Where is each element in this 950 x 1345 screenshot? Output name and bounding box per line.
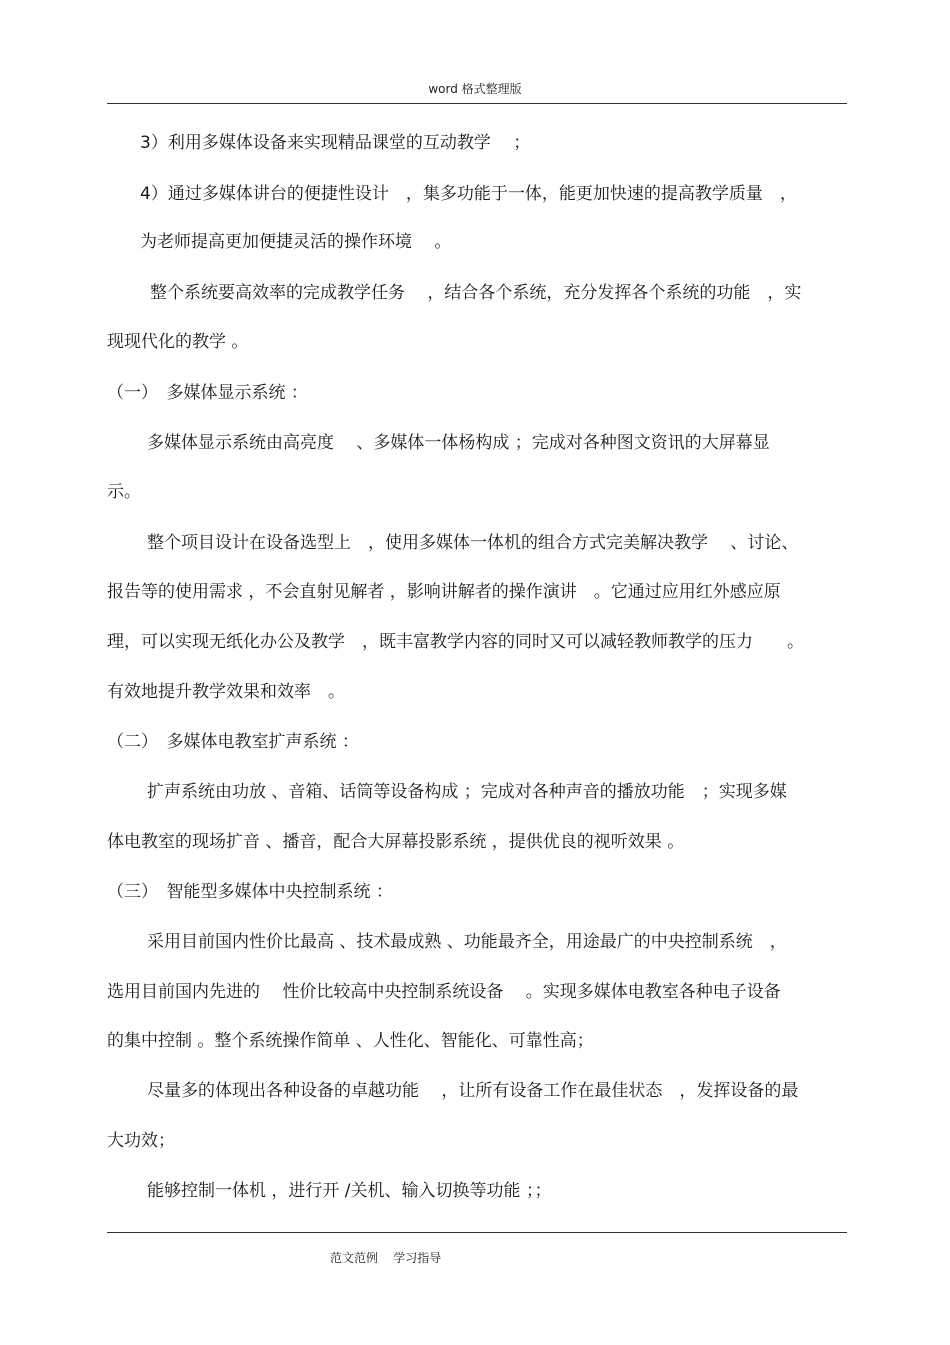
section-heading: （一） 多媒体显示系统 ： (107, 383, 308, 403)
section-heading: （三） 智能型多媒体中央控制系统 ： (107, 882, 393, 902)
text-line: 的集中控制 。整个系统操作简单 、人性化、智能化、可靠性高； (107, 1031, 594, 1051)
text-line: 理，可以实现无纸化办公及教学 ，既丰富教学内容的同时又可以减轻教师教学的压力 。 (107, 632, 804, 652)
text-line: 多媒体显示系统由高亮度 、多媒体一体杨构成 ；完成对各种图文资讯的大屏幕显 (147, 433, 770, 453)
text-line: 示。 (107, 482, 141, 502)
text-line: 4）通过多媒体讲台的便捷性设计 ，集多功能于一体，能更加快速的提高教学质量 ， (140, 184, 797, 204)
text-line: 整个项目设计在设备选型上 ，使用多媒体一体机的组合方式完美解决教学 、讨论、 (147, 533, 799, 553)
text-line: 能够控制一体机 ，进行开 /关机、输入切换等功能 ；； (147, 1181, 552, 1201)
text-line: 选用目前国内先进的 性价比较高中央控制系统设备 。实现多媒体电教室各种电子设备 (107, 982, 781, 1002)
section-heading: （二） 多媒体电教室扩声系统 ： (107, 732, 359, 752)
text-line: 报告等的使用需求 ，不会直射见解者 ，影响讲解者的操作演讲 。它通过应用红外感应原 (107, 582, 781, 602)
text-line: 大功效； (107, 1131, 175, 1151)
text-line: 现现代化的教学 。 (107, 332, 249, 352)
text-line: 3）利用多媒体设备来实现精品课堂的互动教学 ； (140, 133, 531, 153)
page-footer: 范文范例 学习指导 (330, 1251, 442, 1265)
text-line: 采用目前国内性价比最高 、技术最成熟 、功能最齐全，用途最广的中央控制系统 ， (147, 932, 787, 952)
text-line: 为老师提高更加便捷灵活的操作环境 。 (140, 232, 452, 252)
footer-rule (107, 1232, 847, 1233)
text-line: 体电教室的现场扩音 、播音，配合大屏幕投影系统 ，提供优良的视听效果 。 (107, 832, 685, 852)
text-line: 扩声系统由功放 、音箱、话筒等设备构成 ；完成对各种声音的播放功能 ；实现多媒 (147, 782, 787, 802)
header-rule (107, 103, 847, 104)
page-header: word 格式整理版 (428, 82, 522, 96)
text-line: 整个系统要高效率的完成教学任务 ，结合各个系统，充分发挥各个系统的功能 ，实 (150, 283, 802, 303)
text-line: 有效地提升教学效果和效率 。 (107, 682, 345, 702)
text-line: 尽量多的体现出各种设备的卓越功能 ，让所有设备工作在最佳状态 ，发挥设备的最 (147, 1081, 799, 1101)
